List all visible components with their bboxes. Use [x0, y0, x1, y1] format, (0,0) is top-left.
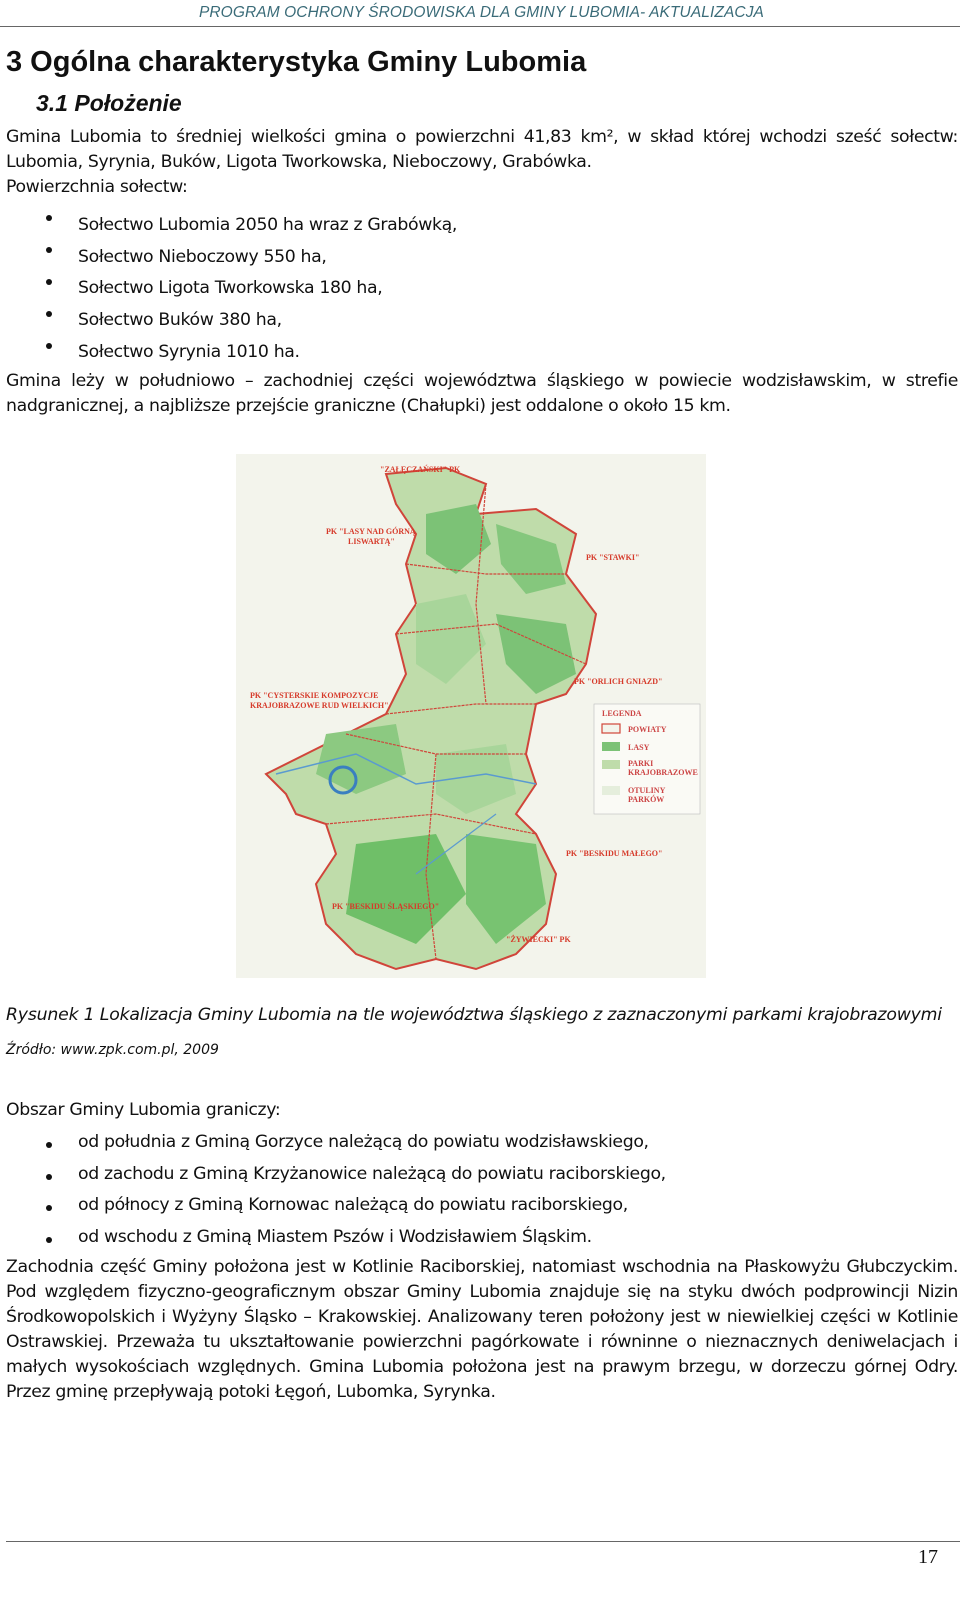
- section-title: 3 Ogólna charakterystyka Gminy Lubomia: [6, 46, 587, 78]
- borders-intro: Obszar Gminy Lubomia graniczy:: [6, 1100, 281, 1120]
- list-item: Sołectwo Lubomia 2050 ha wraz z Grabówką,: [78, 215, 458, 235]
- list-item: od zachodu z Gminą Krzyżanowice należącą do powiatu raciborskiego,: [78, 1164, 666, 1184]
- svg-text:LASY: LASY: [628, 743, 650, 752]
- figure-caption: Rysunek 1 Lokalizacja Gminy Lubomia na tle województwa śląskiego z zaznaczonymi parkami krajobrazowymi: [6, 1005, 942, 1026]
- map-label: PK "ORLICH GNIAZD": [574, 677, 663, 686]
- bullet-icon: [44, 1136, 56, 1148]
- svg-text:POWIATY: POWIATY: [628, 725, 667, 734]
- map-label: PK "LASY NAD GÓRNĄ: [326, 527, 416, 536]
- subsection-title: 3.1 Położenie: [36, 90, 182, 116]
- surface-label: Powierzchnia sołectw:: [6, 177, 188, 197]
- bullet-icon: [44, 1168, 56, 1180]
- figure-source: Źródło: www.zpk.com.pl, 2009: [6, 1042, 219, 1058]
- map-label: "ZAŁĘCZAŃSKI" PK: [380, 465, 461, 474]
- page-header: [0, 0, 960, 27]
- list-item: Sołectwo Nieboczowy 550 ha,: [78, 247, 327, 267]
- map-legend: [594, 704, 700, 814]
- footer-divider: [6, 1541, 960, 1542]
- list-item: Sołectwo Syrynia 1010 ha.: [78, 342, 300, 362]
- page-number: 17: [918, 1546, 938, 1568]
- svg-text:PARKÓW: PARKÓW: [628, 795, 665, 804]
- voivodeship-map: [236, 454, 706, 978]
- svg-text:PARKI: PARKI: [628, 759, 654, 768]
- location-paragraph: Gmina leży w południowo – zachodniej części województwa śląskiego w powiecie wodzisławskim, w strefie nadgranicznej, a najbliższe przejście graniczne (Chałupki) jest oddalone o około 15 km.: [6, 371, 958, 416]
- bullet-icon: [44, 209, 56, 221]
- intro-paragraph: Gmina Lubomia to średniej wielkości gmina o powierzchni 41,83 km², w skład której wchodzi sześć sołectw: Lubomia, Syrynia, Buków, Ligota Tworkowska, Nieboczowy, Grabówka.: [6, 127, 958, 172]
- closing-paragraph: Zachodnia część Gminy położona jest w Kotlinie Raciborskiej, natomiast wschodnia na Płaskowyżu Głubczyckim. Pod względem fizyczno-geograficznym obszar Gminy Lubomia znajduje się na styku dwóch podprowincji Nizin Środkowopolskich i Wyżyny Śląsko – Krakowskiej. Analizowany teren położony jest w niewielkiej części w Kotlinie Ostrawskiej. Przeważa tu ukształtowanie powierzchni pagórkowate i równinne o nieznacznych deniwelacjach i małych wysokościach względnych. Gmina Lubomia położona jest na prawym brzegu, w dorzeczu górnej Odry. Przez gminę przepływają potoki Łęgoń, Lubomka, Syrynka.: [6, 1257, 958, 1402]
- list-item: od północy z Gminą Kornowac należącą do powiatu raciborskiego,: [78, 1195, 628, 1215]
- map-label: PK "BESKIDU MAŁEGO": [566, 849, 663, 858]
- map-graphic: [236, 454, 706, 978]
- bullet-icon: [44, 305, 56, 317]
- map-label: PK "BESKIDU ŚLĄSKIEGO": [332, 902, 440, 911]
- map-label: "ŻYWIECKI" PK: [506, 935, 571, 944]
- map-label: KRAJOBRAZOWE RUD WIELKICH": [250, 701, 389, 710]
- bullet-icon: [44, 241, 56, 253]
- list-item: Sołectwo Buków 380 ha,: [78, 310, 282, 330]
- list-item: Sołectwo Ligota Tworkowska 180 ha,: [78, 278, 383, 298]
- list-item: od wschodu z Gminą Miastem Pszów i Wodzisławiem Śląskim.: [78, 1227, 592, 1247]
- svg-text:OTULINY: OTULINY: [628, 786, 666, 795]
- bullet-icon: [44, 337, 56, 349]
- svg-text:LEGENDA: LEGENDA: [602, 709, 642, 718]
- bullet-icon: [44, 273, 56, 285]
- svg-text:KRAJOBRAZOWE: KRAJOBRAZOWE: [628, 768, 698, 777]
- bullet-icon: [44, 1199, 56, 1211]
- running-title: PROGRAM OCHRONY ŚRODOWISKA DLA GMINY LUBOMIA- AKTUALIZACJA: [198, 4, 764, 21]
- bullet-icon: [44, 1231, 56, 1243]
- map-label: PK "STAWKI": [586, 553, 640, 562]
- map-label: LISWARTĄ": [348, 537, 395, 546]
- map-label: PK "CYSTERSKIE KOMPOZYCJE: [250, 691, 379, 700]
- list-item: od południa z Gminą Gorzyce należącą do powiatu wodzisławskiego,: [78, 1132, 649, 1152]
